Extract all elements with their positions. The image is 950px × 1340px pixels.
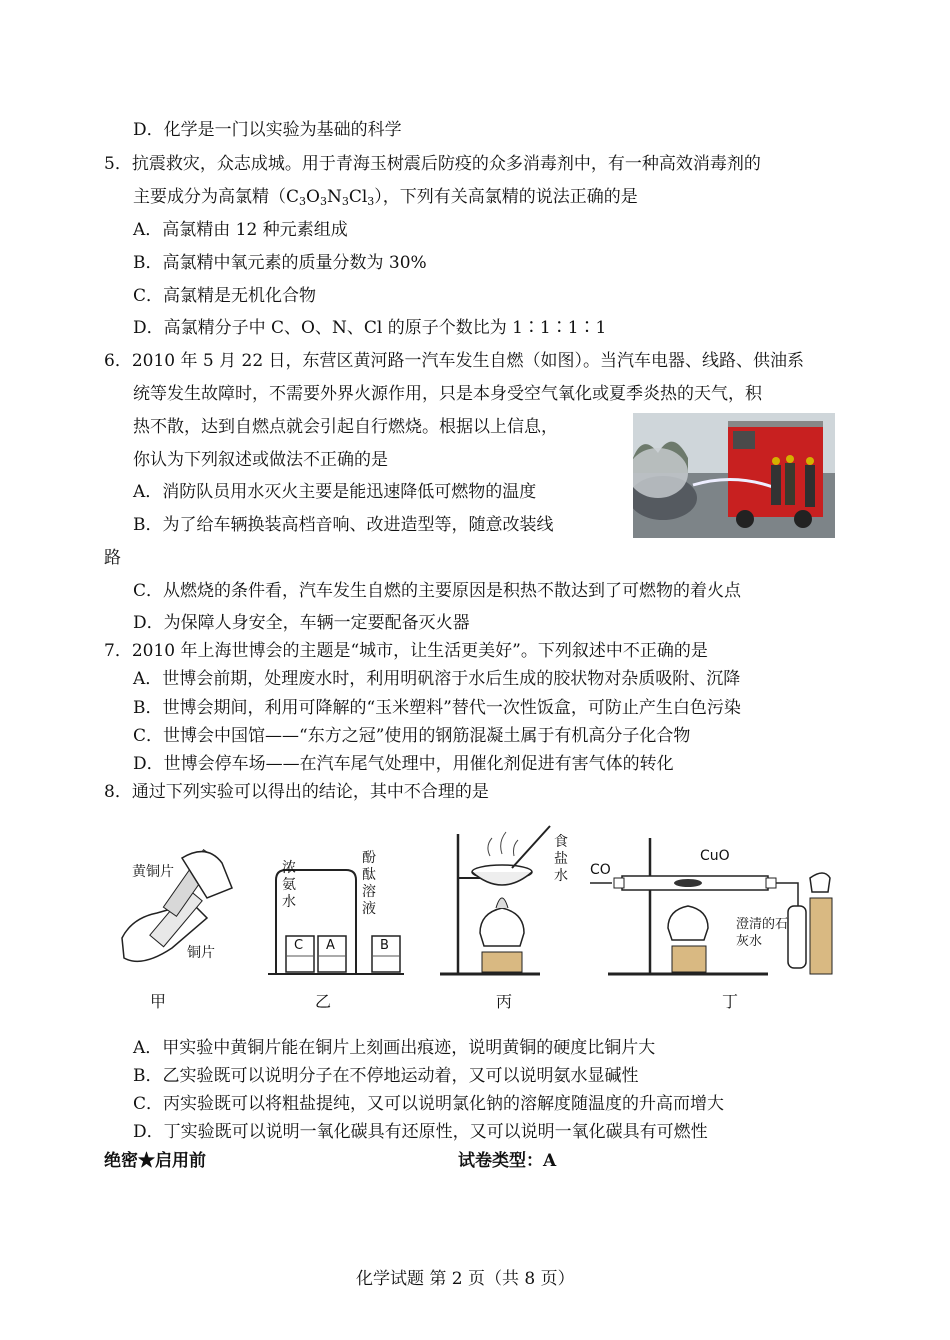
figure-label-jia: 甲 [150,992,167,1011]
q6-stem-line4: 你认为下列叙述或做法不正确的是 [133,450,388,470]
q5-option-c: C．高氯精是无机化合物 [133,286,317,306]
beaker-b: B [380,938,389,953]
label-cuo: CuO [700,848,730,864]
figure-label-yi: 乙 [315,992,332,1011]
q4-option-d: D．化学是一门以实验为基础的科学 [133,120,402,140]
q8-stem: 8．通过下列实验可以得出的结论，其中不合理的是 [104,782,489,802]
q6-stem-line1: 6．2010 年 5 月 22 日，东营区黄河路一汽车发生自燃（如图）。当汽车电器、线路、供油系 [104,351,805,371]
q8-option-b: B．乙实验既可以说明分子在不停地运动着，又可以说明氨水显碱性 [133,1066,639,1086]
q8-option-c: C．丙实验既可以将粗盐提纯，又可以说明氯化钠的溶解度随温度的升高而增大 [133,1094,725,1114]
page-footer: 化学试题 第 2 页（共 8 页） [356,1269,575,1289]
q7-option-c: C．世博会中国馆——“东方之冠”使用的钢筋混凝土属于有机高分子化合物 [133,726,691,746]
q5-stem-line2: 主要成分为高氯精$(C_3O_3N_3Cl_3)$，下列有关高氯精的说法正确的是 [133,187,638,208]
q6-option-b: B．为了给车辆换装高档音响、改进造型等，随意改装线 [133,515,554,535]
q7-option-a: A．世博会前期，处理废水时，利用明矾溶于水后生成的胶状物对杂质吸附、沉降 [133,669,741,689]
figure-label-bing: 丙 [496,992,513,1011]
q5-option-d: D．高氯精分子中 C、O、N、Cl 的原子个数比为 1∶1∶1∶1 [133,318,607,338]
q5-stem-line1: 5．抗震救灾，众志成城。用于青海玉树震后防疫的众多消毒剂中，有一种高效消毒剂的 [104,154,761,174]
beaker-c: C [294,938,304,953]
q6-option-c: C．从燃烧的条件看，汽车发生自燃的主要原因是积热不散达到了可燃物的着火点 [133,581,742,601]
q6-option-a: A．消防队员用水灭火主要是能迅速降低可燃物的温度 [133,482,537,502]
label-limewater: 澄清的石灰水 [736,917,789,949]
figure-ding [588,818,838,1018]
q5-option-b: B．高氯精中氧元素的质量分数为 30% [133,253,427,273]
beaker-a: A [326,938,335,953]
figure-label-ding: 丁 [722,992,739,1011]
label-ammonia: 浓氨水 [282,860,296,910]
q6-option-d: D．为保障人身安全，车辆一定要配备灭火器 [133,613,470,633]
q8-option-d: D．丁实验既可以说明一氧化碳具有还原性，又可以说明一氧化碳具有可燃性 [133,1122,708,1142]
q7-option-d: D．世博会停车场——在汽车尾气处理中，用催化剂促进有害气体的转化 [133,754,674,774]
label-copper-sheet: 铜片 [187,945,215,961]
confidential-notice: 绝密★启用前 [104,1151,206,1171]
q6-option-b-cont: 路 [104,548,121,568]
exam-type: 试卷类型：A [458,1151,557,1171]
label-salt-water: 食盐水 [554,834,568,884]
figure-yi [262,818,410,1018]
label-co: CO [590,862,611,878]
figure-jia [112,818,252,1018]
q6-stem-line2: 统等发生故障时，不需要外界火源作用，只是本身受空气氧化或夏季炎热的天气，积 [133,384,762,404]
q5-option-a: A．高氯精由 12 种元素组成 [133,220,348,240]
q7-stem: 7．2010 年上海世博会的主题是“城市，让生活更美好”。下列叙述中不正确的是 [104,641,708,661]
q7-option-b: B．世博会期间，利用可降解的“玉米塑料”替代一次性饭盒，可防止产生白色污染 [133,698,741,718]
label-brass-sheet: 黄铜片 [132,864,174,880]
q6-stem-line3: 热不散，达到自燃点就会引起自行燃烧。根据以上信息， [133,417,558,437]
figure-bing [430,818,580,1018]
q8-option-a: A．甲实验中黄铜片能在铜片上刻画出痕迹，说明黄铜的硬度比铜片大 [133,1038,656,1058]
label-phenolphthalein: 酚酞溶液 [362,850,376,917]
fire-truck-photo [633,413,835,538]
